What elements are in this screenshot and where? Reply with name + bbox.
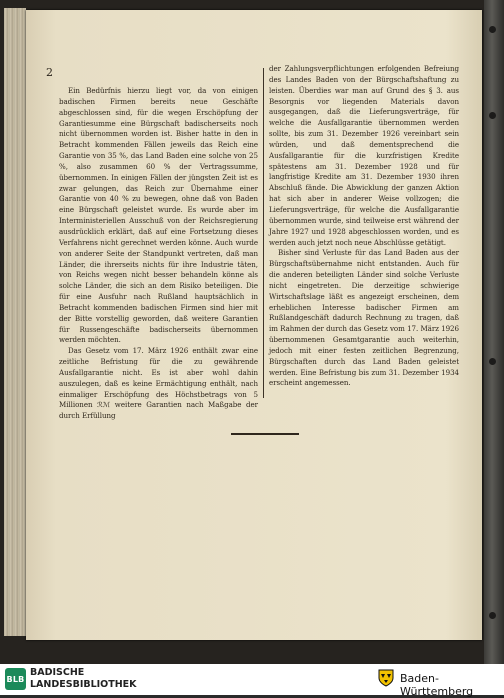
end-rule xyxy=(231,433,299,435)
baden-wuerttemberg-crest-icon[interactable] xyxy=(378,669,394,687)
page-number: 2 xyxy=(46,66,53,79)
binding-hole xyxy=(489,612,496,619)
blb-logo-icon[interactable]: BLB xyxy=(5,668,26,690)
library-name-line1: BADISCHE xyxy=(30,667,85,678)
right-column xyxy=(269,64,459,389)
library-name[interactable] xyxy=(30,667,137,691)
library-name-line2: LANDESBIBLIOTHEK xyxy=(30,679,137,690)
left-column xyxy=(59,86,258,422)
column-divider xyxy=(263,68,264,398)
binding-hole xyxy=(489,112,496,119)
book-binding xyxy=(484,0,504,664)
paragraph: Bisher sind Verluste für das Land Baden aus der Bürgschaftsübernahme nicht entstanden. Auch für die anderen beteiligten Länder sind solche Verluste nicht eingetreten. Die derzeitige schwierige Wirtschaftslage läßt es angezeigt erscheinen, dem erheblichen Interesse badischer Firmen am Rußlandgeschäft dadurch Rechnung zu tragen, daß im Rahmen der durch das Gesetz vom 17. März 1926 übernommenen Gesamtgarantie auch weiterhin, jedoch mit einer festen zeitlichen Begrenzung, Bürgschaften durch das Land Baden geleistet werden. Eine Befristung bis zum 31. Dezember 1934 erscheint angemessen. xyxy=(269,248,459,388)
binding-hole xyxy=(489,26,496,33)
paragraph: Ein Bedürfnis hierzu liegt vor, da von einigen badischen Firmen bereits neue Geschäfte abgeschlossen sind, für die wegen Erschöpfung der Garantiesumme eine Bürgschaft badischerseits noch nicht übernommen worden ist. Bisher hatte in den in Betracht kommenden Fällen jeweils das Reich eine Garantie von 35 %, das Land Baden eine solche von 25 %, also zusammen 60 % der Vertragssumme, übernommen. In einigen Fällen der jüngsten Zeit ist es zwar gelungen, das Reich zur Übernahme einer Garantie von 40 % zu bewegen, ohne daß von Baden eine Bürgschaft geleistet wurde. Es wurde aber im Interministeriellen Ausschuß von der Reichsregierung ausdrücklich erklärt, daß auf eine Fortsetzung dieses Verfahrens nicht gerechnet werden könne. Auch wurde von anderer Seite der Standpunkt vertreten, daß man Länder, die ihrerseits nichts für ihre Industrie täten, von Reichs wegen nicht besser behandeln könne als solche Länder, die sich an dem Risiko beteiligen. Die für eine Ausfuhr nach Rußland hauptsächlich in Betracht kommenden badischen Firmen sind hier mit der Bitte vorstellig geworden, daß weitere Garantien für Russengeschäfte badischerseits übernommen werden möchten. xyxy=(59,86,258,345)
paragraph: Das Gesetz vom 17. März 1926 enthält zwar eine zeitliche Befristung für die zu gewährende Ausfallgarantie nicht. Es ist aber wohl dahin auszulegen, daß es keine Ermächtigung enthält, nach einmaliger Erschöpfung des Höchstbetrags von 5 Millionen ℛℳ weitere Garantien nach Maßgabe der durch Erfüllung xyxy=(59,346,258,421)
paragraph: der Zahlungsverpflichtungen erfolgenden Befreiung des Landes Baden von der Bürgschaftshaftung zu leisten. Überdies war man auf Grund des § 3. aus Besorgnis vor liegenden Materials davon ausgegangen, daß die Lieferungsverträge, für welche die Ausfallgarantie übernommen werden sollte, bis zum 31. Dezember 1926 vereinbart sein würden, und daß dementsprechend die Ausfallgarantie für die kurzfristigen Kredite spätestens am 31. Dezember 1928 und für langfristige Kredite am 31. Dezember 1930 ihren Abschluß fände. Die Abwicklung der ganzen Aktion hat sich aber in anderer Weise vollzogen; die Lieferungsverträge, für welche die Ausfallgarantie übernommen wurde, sind teilweise erst während der Jahre 1927 und 1928 abgeschlossen worden, und es werden auch jetzt noch neue Abschlüsse getätigt. xyxy=(269,64,459,247)
state-name[interactable]: Baden-Württemberg xyxy=(400,672,474,698)
binding-hole xyxy=(489,358,496,365)
page-edge-stack xyxy=(4,8,26,636)
